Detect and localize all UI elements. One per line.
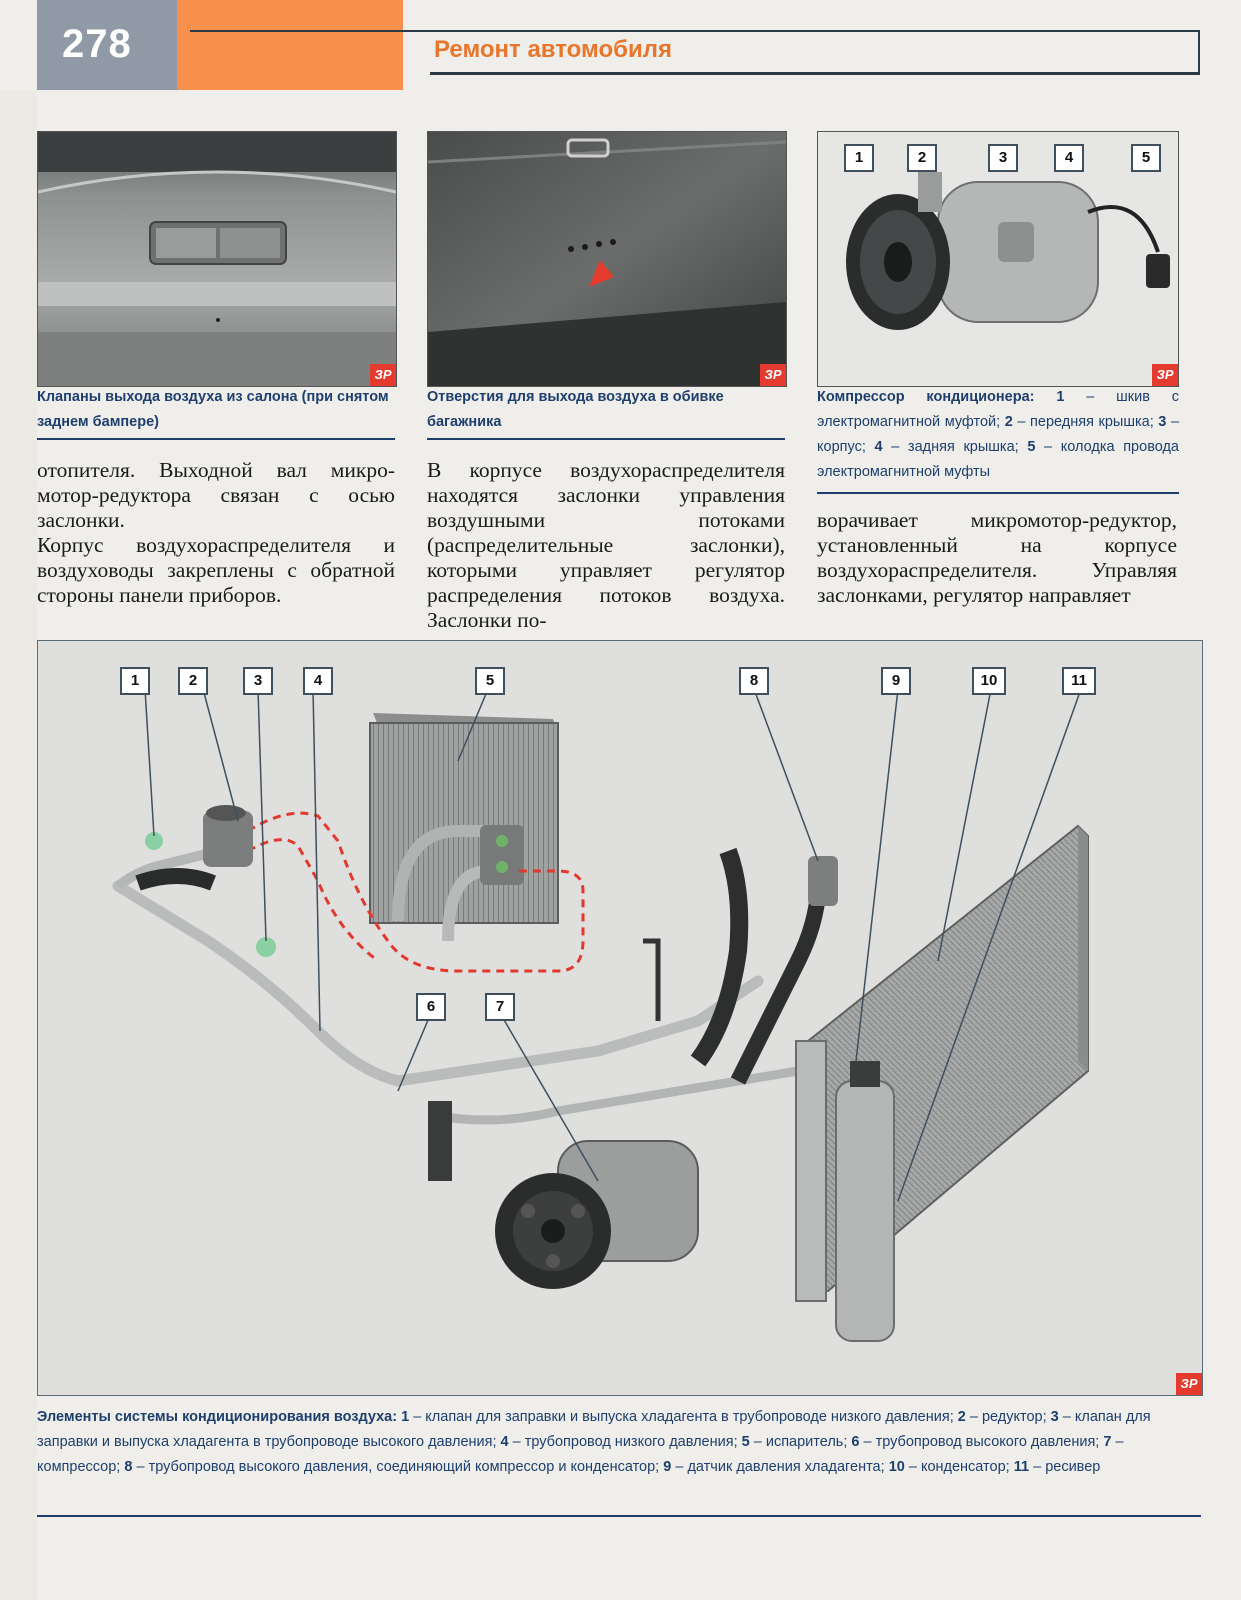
caption-num: 5 [1027,439,1036,455]
zr-logo-badge: ЗР [760,364,786,386]
caption-text: – трубопровод высокого давления, соединяющий компрессор и конденсатор; [132,1459,664,1475]
caption-num: 4 [500,1434,509,1450]
bottom-rule [37,1515,1201,1517]
photo2-caption [427,385,787,435]
body-column-3 [817,508,1177,608]
caption-text: – колодка провода электромагнитной муфты [817,439,1180,480]
diagram-callout-6: 6 [416,993,446,1021]
caption-num: 9 [663,1459,672,1475]
diagram-callout-11: 11 [1062,667,1096,695]
diagram-callout-7: 7 [485,993,515,1021]
body-column-1 [37,458,395,608]
caption-text: – корпус; [817,414,1180,455]
caption-text: – трубопровод низкого давления; [508,1434,742,1450]
callout-4: 4 [1054,144,1084,172]
caption-text: – задняя крышка; [882,439,1028,455]
bumper-photo-illustration [38,132,396,386]
caption-num: 6 [851,1434,860,1450]
caption-num: 2 [957,1409,966,1425]
receiver [836,1061,894,1341]
body-column-2 [427,458,785,633]
caption-text: – клапан для заправки и выпуска хладагента в трубопроводе низкого давления; [409,1409,958,1425]
caption-num: 4 [874,439,883,455]
caption-text: – трубопровод высокого давления; [859,1434,1104,1450]
photo1-caption-text: Клапаны выхода воздуха из салона (при снятом заднем бампере) [37,389,389,430]
caption-num: 1 [1056,389,1065,405]
caption-text: – конденсатор; [904,1459,1014,1475]
caption-num: 2 [1004,414,1013,430]
caption-text: – клапан для заправки и выпуска хладагента в трубопроводе высокого давления; [37,1409,1151,1450]
caption-num: 11 [1013,1459,1030,1475]
photo3-caption-rule [817,492,1179,494]
photo2-caption-text: Отверстия для выхода воздуха в обивке багажника [427,389,724,430]
ac-system-diagram [37,640,1203,1396]
caption-text: – ресивер [1029,1459,1101,1475]
diagram-callout-9: 9 [881,667,911,695]
header-rule [190,30,1200,32]
paragraph: отопителя. Выходной вал микро-мотор-редуктора связан с осью заслонки. [37,458,395,532]
diagram-callout-10: 10 [972,667,1006,695]
header-underline [430,72,1200,75]
photo3-caption [817,385,1179,485]
caption-num: 8 [124,1459,133,1475]
caption-num: 7 [1103,1434,1112,1450]
caption-num: 3 [1050,1409,1059,1425]
caption-num: 10 [888,1459,905,1475]
caption-text: – передняя крышка; [1012,414,1159,430]
caption-num: 3 [1158,414,1167,430]
photo-trunk-air-holes [427,131,787,387]
diagram-callout-1: 1 [120,667,150,695]
caption-text: – редуктор; [965,1409,1051,1425]
diagram-callout-3: 3 [243,667,273,695]
paragraph: ворачивает микромотор-редуктор, установленный на корпусе воздухораспределителя. Управляя заслонками, регулятор направляет [817,508,1177,607]
photo-air-outlet-valves [37,131,397,387]
caption-text: – датчик давления хладагента; [671,1459,889,1475]
page-margin [0,90,37,1600]
diagram-callout-4: 4 [303,667,333,695]
photo1-caption-rule [37,438,395,440]
callout-3: 3 [988,144,1018,172]
photo-ac-compressor [817,131,1179,387]
diagram-caption [37,1405,1201,1480]
zr-logo-badge: ЗР [1176,1373,1202,1395]
photo2-caption-rule [427,438,785,440]
diagram-callout-2: 2 [178,667,208,695]
caption-text: – компрессор; [37,1434,1124,1475]
zr-logo-badge: ЗР [370,364,396,386]
diagram-caption-title: Элементы системы кондиционирования воздуха: [37,1409,398,1425]
paragraph: В корпусе воздухораспределителя находятся заслонки управления воздушными потоками (распределительные заслонки), которыми управляет регулятор распределения потоков воздуха. Заслонки по- [427,458,785,632]
caption-num: 5 [741,1434,750,1450]
diagram-callout-5: 5 [475,667,505,695]
paragraph: Корпус воздухораспределителя и воздуховоды закреплены с обратной стороны панели приборов. [37,533,395,607]
caption-text: – испаритель; [749,1434,852,1450]
zr-logo-badge: ЗР [1152,364,1178,386]
caption-text: – шкив с электромагнитной муфтой; [817,389,1179,430]
section-title: Ремонт автомобиля [434,36,672,63]
callout-1: 1 [844,144,874,172]
photo1-caption [37,385,397,435]
header-accent-band [177,0,403,90]
page-number: 278 [62,22,132,66]
header-divider [1198,32,1200,74]
diagram-callout-8: 8 [739,667,769,695]
caption-num: 1 [401,1409,410,1425]
callout-5: 5 [1131,144,1161,172]
photo3-caption-title: Компрессор кондиционера: [817,389,1035,405]
callout-2: 2 [907,144,937,172]
ac-system-illustration [38,641,1202,1395]
trunk-photo-illustration [428,132,786,386]
